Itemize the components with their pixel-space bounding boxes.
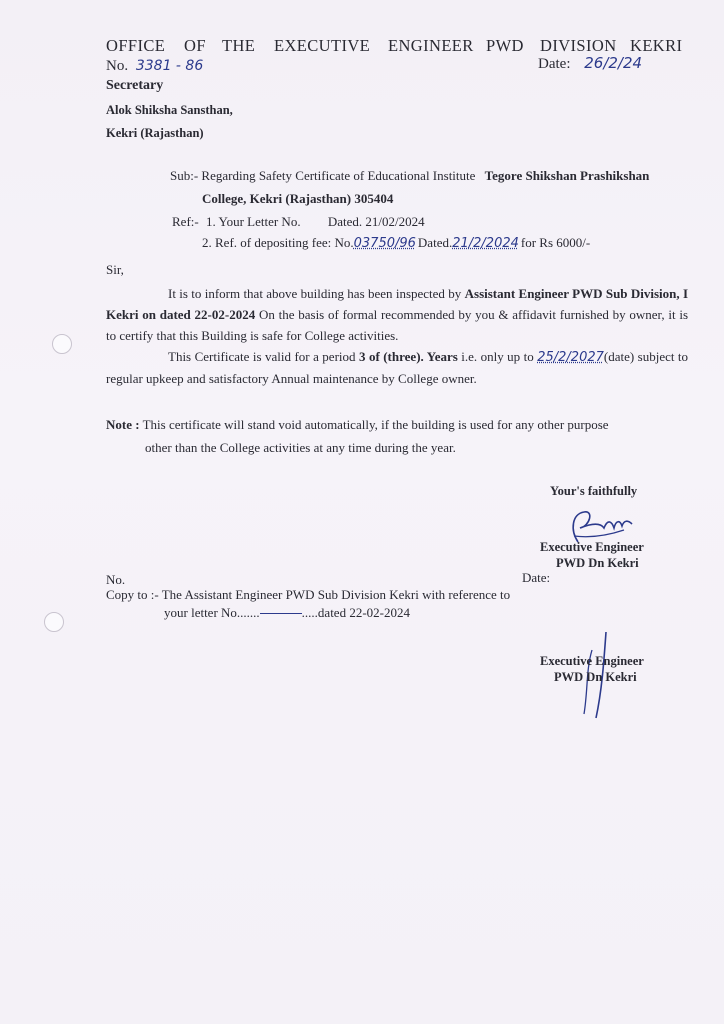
copy-no-label: No. <box>106 572 126 587</box>
letterhead-of: OF <box>184 36 206 55</box>
letterhead-kekri: KEKRI <box>630 36 683 55</box>
letterhead-division: DIVISION <box>540 36 617 55</box>
subject-prefix: Sub:- Regarding Safety Certificate of Educational Institute <box>170 168 476 183</box>
p2-date: 25/2/2027 <box>537 350 604 365</box>
signature-2-title: Executive Engineer <box>540 654 644 668</box>
note-text-1: This certificate will stand void automatically, if the building is used for any other purpose <box>142 417 609 432</box>
ref2-dated-label: Dated. <box>417 235 453 250</box>
reference-number <box>106 58 203 75</box>
addressee-org: Alok Shiksha Sansthan, <box>106 103 233 117</box>
ref2-prefix: 2. Ref. of depositing fee: No. <box>202 235 354 250</box>
addressee-place: Kekri (Rajasthan) <box>106 126 204 140</box>
copy-pen-stroke <box>260 613 302 614</box>
ref2-number: 03750/96 <box>353 236 416 251</box>
reference-2 <box>202 235 590 251</box>
p1-start: It is to inform that above building has been inspected by <box>168 286 462 301</box>
letterhead-pwd: PWD <box>486 36 524 55</box>
signature-1-title: Executive Engineer <box>540 540 644 554</box>
letterhead-office: OFFICE <box>106 36 166 55</box>
salutation: Sir, <box>106 262 124 277</box>
body-paragraph-2 <box>106 346 688 389</box>
copy-date-label: Date: <box>522 570 551 585</box>
signature-2-office: PWD Dn Kekri <box>554 670 637 684</box>
letterhead-executive: EXECUTIVE <box>274 36 371 55</box>
copy-line-2 <box>164 605 410 621</box>
note-line-2: other than the College activities at any time during the year. <box>145 440 456 455</box>
punch-hole-top <box>52 334 72 354</box>
subject-line <box>170 168 649 184</box>
addressee-title: Secretary <box>106 78 164 93</box>
letter-date <box>538 54 642 73</box>
ref-no-value: 3381 - 86 <box>135 58 204 74</box>
p2-start: This Certificate is valid for a period <box>168 349 356 364</box>
ref2-date: 21/2/2024 <box>452 236 519 251</box>
reference-1 <box>172 214 425 230</box>
ref2-suffix: for Rs 6000/- <box>520 235 591 250</box>
p1-end: On the basis of formal recommended by you & affidavit furnished by owner, it is to certify that this Building is safe for College activities. <box>106 307 688 343</box>
p2-mid: i.e. only up to <box>461 349 534 364</box>
note-label: Note : <box>106 417 140 432</box>
copy-line-2-start: your letter No....... <box>164 605 260 620</box>
punch-hole-bottom <box>44 612 64 632</box>
note-line-1 <box>106 417 609 433</box>
p1-bold: Assistant Engineer PWD Sub Division, I Kekri on dated 22-02-2024 <box>106 286 689 322</box>
p2-bold: 3 of (three). Years <box>358 349 458 364</box>
letterhead-engineer: ENGINEER <box>388 36 474 55</box>
copy-line-2-end: .....dated 22-02-2024 <box>301 605 410 620</box>
copy-line-1: Copy to :- The Assistant Engineer PWD Sub Division Kekri with reference to <box>106 587 511 602</box>
body-paragraph-1 <box>106 283 688 346</box>
letterhead-the: THE <box>222 36 256 55</box>
ref1-dated: Dated. 21/02/2024 <box>327 214 425 229</box>
ref-no-label: No. <box>106 58 129 74</box>
signature-1-office: PWD Dn Kekri <box>556 556 639 570</box>
ref-label: Ref:- <box>172 214 199 229</box>
subject-institute-2: College, Kekri (Rajasthan) 305404 <box>202 191 394 206</box>
subject-institute-1: Tegore Shikshan Prashikshan <box>484 168 650 183</box>
closing: Your's faithfully <box>550 484 638 498</box>
date-label: Date: <box>538 56 571 72</box>
p2-end: (date) subject to regular upkeep and satisfactory Annual maintenance by College owner. <box>106 349 689 386</box>
ref1-text: 1. Your Letter No. <box>205 214 301 229</box>
date-value: 26/2/24 <box>584 54 643 72</box>
